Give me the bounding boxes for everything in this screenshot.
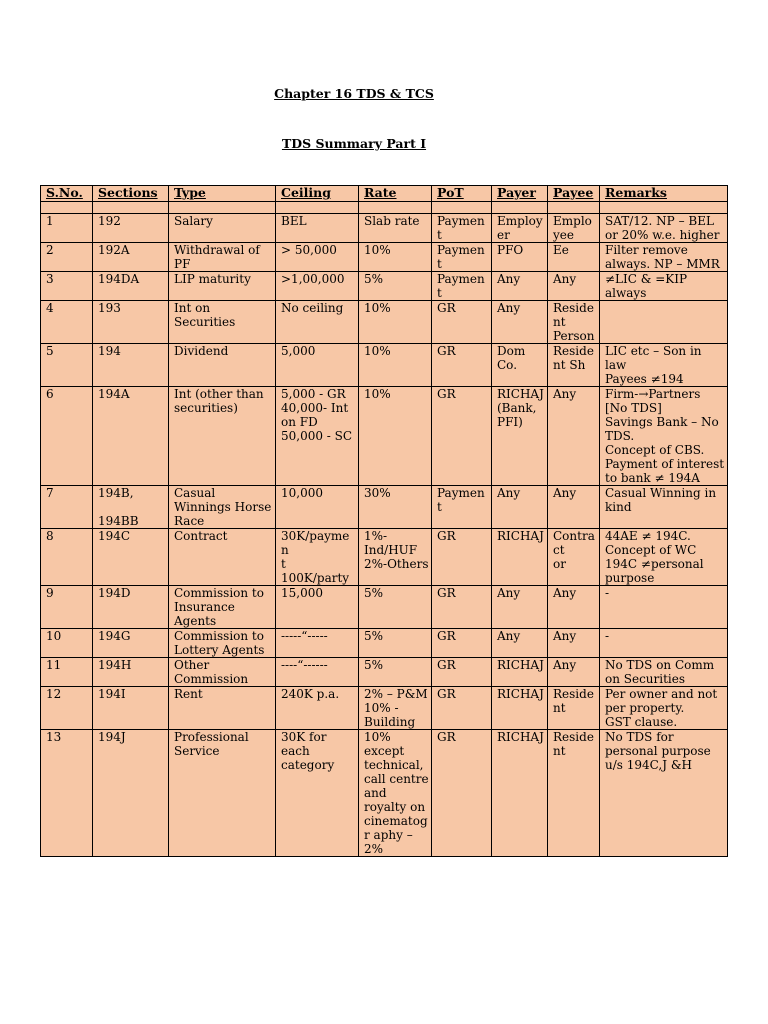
cell-payer: Any bbox=[492, 586, 548, 629]
table-title: TDS Summary Part I bbox=[281, 136, 427, 151]
table-row bbox=[41, 301, 728, 344]
table-row bbox=[41, 243, 728, 272]
header-ceiling: Ceiling bbox=[276, 186, 359, 202]
cell-type: Withdrawal of PF bbox=[169, 243, 276, 272]
cell-remarks: Per owner and not per property. GST clause. bbox=[600, 687, 728, 730]
cell-payer: Employ er bbox=[492, 214, 548, 243]
header-row bbox=[41, 186, 728, 202]
cell-type: Contract bbox=[169, 529, 276, 586]
cell-payee: Reside nt Sh bbox=[548, 344, 600, 387]
cell-pot: Payment bbox=[432, 243, 492, 272]
cell-ceiling: 30K/paymen t 100K/party bbox=[276, 529, 359, 586]
cell-pot: Payment bbox=[432, 272, 492, 301]
cell-section: 194J bbox=[93, 730, 169, 857]
header-sections: Sections bbox=[93, 186, 169, 202]
cell-remarks bbox=[600, 301, 728, 344]
cell-remarks: Filter remove always. NP – MMR bbox=[600, 243, 728, 272]
cell-rate: 5% bbox=[359, 272, 432, 301]
cell-payer: Any bbox=[492, 629, 548, 658]
cell-type: Casual Winnings Horse Race bbox=[169, 486, 276, 529]
cell-ceiling: > 50,000 bbox=[276, 243, 359, 272]
cell-ceiling: 240K p.a. bbox=[276, 687, 359, 730]
cell-ceiling: BEL bbox=[276, 214, 359, 243]
cell-payee: Reside nt Person bbox=[548, 301, 600, 344]
cell-sno: 3 bbox=[41, 272, 93, 301]
cell-pot: GR bbox=[432, 344, 492, 387]
cell-sno: 4 bbox=[41, 301, 93, 344]
cell-ceiling: 15,000 bbox=[276, 586, 359, 629]
cell-ceiling: -----“----- bbox=[276, 629, 359, 658]
cell-payee: Emplo yee bbox=[548, 214, 600, 243]
cell-type: Commission to Insurance Agents bbox=[169, 586, 276, 629]
cell-payer: RICHAJ bbox=[492, 730, 548, 857]
table-row bbox=[41, 344, 728, 387]
cell-section: 194DA bbox=[93, 272, 169, 301]
cell-type: Rent bbox=[169, 687, 276, 730]
cell-section: 194A bbox=[93, 387, 169, 486]
table-row bbox=[41, 658, 728, 687]
cell-payee: Contract or bbox=[548, 529, 600, 586]
table-row bbox=[41, 272, 728, 301]
cell-payer: Dom Co. bbox=[492, 344, 548, 387]
cell-ceiling: 10,000 bbox=[276, 486, 359, 529]
header-pot: PoT bbox=[432, 186, 492, 202]
cell-payee: Reside nt bbox=[548, 730, 600, 857]
cell-payee: Any bbox=[548, 629, 600, 658]
cell-payer: Any bbox=[492, 272, 548, 301]
header-payee: Payee bbox=[548, 186, 600, 202]
cell-rate: 30% bbox=[359, 486, 432, 529]
cell-remarks: - bbox=[600, 586, 728, 629]
cell-pot: Payment bbox=[432, 486, 492, 529]
cell-payer: PFO bbox=[492, 243, 548, 272]
cell-payee: Any bbox=[548, 486, 600, 529]
cell-rate: 2% – P&M 10% - Building bbox=[359, 687, 432, 730]
cell-remarks: - bbox=[600, 629, 728, 658]
cell-remarks: No TDS for personal purpose u/s 194C,J &H bbox=[600, 730, 728, 857]
cell-type: Int on Securities bbox=[169, 301, 276, 344]
cell-sno: 6 bbox=[41, 387, 93, 486]
cell-sno: 8 bbox=[41, 529, 93, 586]
cell-pot: GR bbox=[432, 658, 492, 687]
cell-type: Dividend bbox=[169, 344, 276, 387]
cell-ceiling: 30K for each category bbox=[276, 730, 359, 857]
cell-rate: 1%- Ind/HUF 2%-Others bbox=[359, 529, 432, 586]
cell-remarks: Casual Winning in kind bbox=[600, 486, 728, 529]
cell-rate: 10% bbox=[359, 387, 432, 486]
cell-rate: 10% bbox=[359, 301, 432, 344]
cell-remarks: 44AE ≠ 194C. Concept of WC 194C ≠personal purpose bbox=[600, 529, 728, 586]
cell-sno: 12 bbox=[41, 687, 93, 730]
cell-payee: Reside nt bbox=[548, 687, 600, 730]
cell-section: 194D bbox=[93, 586, 169, 629]
cell-payee: Any bbox=[548, 387, 600, 486]
cell-type: Other Commission bbox=[169, 658, 276, 687]
table-row bbox=[41, 486, 728, 529]
cell-payer: RICHAJ bbox=[492, 687, 548, 730]
cell-sno: 7 bbox=[41, 486, 93, 529]
cell-pot: Payment bbox=[432, 214, 492, 243]
table-row bbox=[41, 629, 728, 658]
cell-section: 194H bbox=[93, 658, 169, 687]
cell-remarks: SAT/12. NP – BEL or 20% w.e. higher bbox=[600, 214, 728, 243]
cell-type: Int (other than securities) bbox=[169, 387, 276, 486]
table-row bbox=[41, 586, 728, 629]
cell-payer: Any bbox=[492, 301, 548, 344]
cell-rate: 5% bbox=[359, 586, 432, 629]
cell-pot: GR bbox=[432, 730, 492, 857]
cell-section: 192A bbox=[93, 243, 169, 272]
cell-pot: GR bbox=[432, 586, 492, 629]
cell-sno: 13 bbox=[41, 730, 93, 857]
cell-section: 194I bbox=[93, 687, 169, 730]
cell-pot: GR bbox=[432, 301, 492, 344]
header-type: Type bbox=[169, 186, 276, 202]
cell-remarks: ≠LIC & =KIP always bbox=[600, 272, 728, 301]
header-rate: Rate bbox=[359, 186, 432, 202]
cell-pot: GR bbox=[432, 629, 492, 658]
cell-remarks: Firm-→Partners [No TDS] Savings Bank – No TDS. Concept of CBS. Payment of interest to bank ≠ 194A bbox=[600, 387, 728, 486]
cell-pot: GR bbox=[432, 387, 492, 486]
cell-rate: 5% bbox=[359, 658, 432, 687]
cell-payee: Any bbox=[548, 272, 600, 301]
cell-payer: Any bbox=[492, 486, 548, 529]
table-row bbox=[41, 730, 728, 857]
cell-sno: 5 bbox=[41, 344, 93, 387]
table-row bbox=[41, 529, 728, 586]
cell-sno: 1 bbox=[41, 214, 93, 243]
cell-payer: RICHAJ bbox=[492, 658, 548, 687]
cell-rate: Slab rate bbox=[359, 214, 432, 243]
cell-section: 193 bbox=[93, 301, 169, 344]
cell-ceiling: >1,00,000 bbox=[276, 272, 359, 301]
cell-section: 194 bbox=[93, 344, 169, 387]
chapter-title: Chapter 16 TDS & TCS bbox=[274, 86, 434, 101]
table-row bbox=[41, 214, 728, 243]
cell-pot: GR bbox=[432, 687, 492, 730]
cell-payee: Any bbox=[548, 658, 600, 687]
cell-rate: 10% bbox=[359, 344, 432, 387]
table-row bbox=[41, 687, 728, 730]
cell-section: 194C bbox=[93, 529, 169, 586]
cell-remarks: No TDS on Comm on Securities bbox=[600, 658, 728, 687]
cell-sno: 2 bbox=[41, 243, 93, 272]
header-sno: S.No. bbox=[41, 186, 93, 202]
cell-payee: Ee bbox=[548, 243, 600, 272]
cell-type: LIP maturity bbox=[169, 272, 276, 301]
tds-summary-table bbox=[40, 185, 728, 857]
header-remarks: Remarks bbox=[600, 186, 728, 202]
table-body bbox=[41, 202, 728, 857]
cell-ceiling: No ceiling bbox=[276, 301, 359, 344]
cell-payer: RICHAJ bbox=[492, 529, 548, 586]
cell-type: Professional Service bbox=[169, 730, 276, 857]
cell-sno: 10 bbox=[41, 629, 93, 658]
cell-section: 194B, 194BB bbox=[93, 486, 169, 529]
cell-remarks: LIC etc – Son in law Payees ≠194 bbox=[600, 344, 728, 387]
cell-type: Commission to Lottery Agents bbox=[169, 629, 276, 658]
table-row bbox=[41, 387, 728, 486]
cell-ceiling: 5,000 - GR 40,000- Int on FD 50,000 - SC bbox=[276, 387, 359, 486]
cell-pot: GR bbox=[432, 529, 492, 586]
cell-ceiling: 5,000 bbox=[276, 344, 359, 387]
cell-sno: 9 bbox=[41, 586, 93, 629]
cell-section: 194G bbox=[93, 629, 169, 658]
header-payer: Payer bbox=[492, 186, 548, 202]
cell-type: Salary bbox=[169, 214, 276, 243]
cell-rate: 10% except technical, call centre and royalty on cinematogr aphy – 2% bbox=[359, 730, 432, 857]
cell-rate: 10% bbox=[359, 243, 432, 272]
spacer-row bbox=[41, 202, 728, 214]
cell-payee: Any bbox=[548, 586, 600, 629]
cell-section: 192 bbox=[93, 214, 169, 243]
cell-rate: 5% bbox=[359, 629, 432, 658]
cell-ceiling: ----“------ bbox=[276, 658, 359, 687]
cell-payer: RICHAJ (Bank, PFI) bbox=[492, 387, 548, 486]
cell-sno: 11 bbox=[41, 658, 93, 687]
